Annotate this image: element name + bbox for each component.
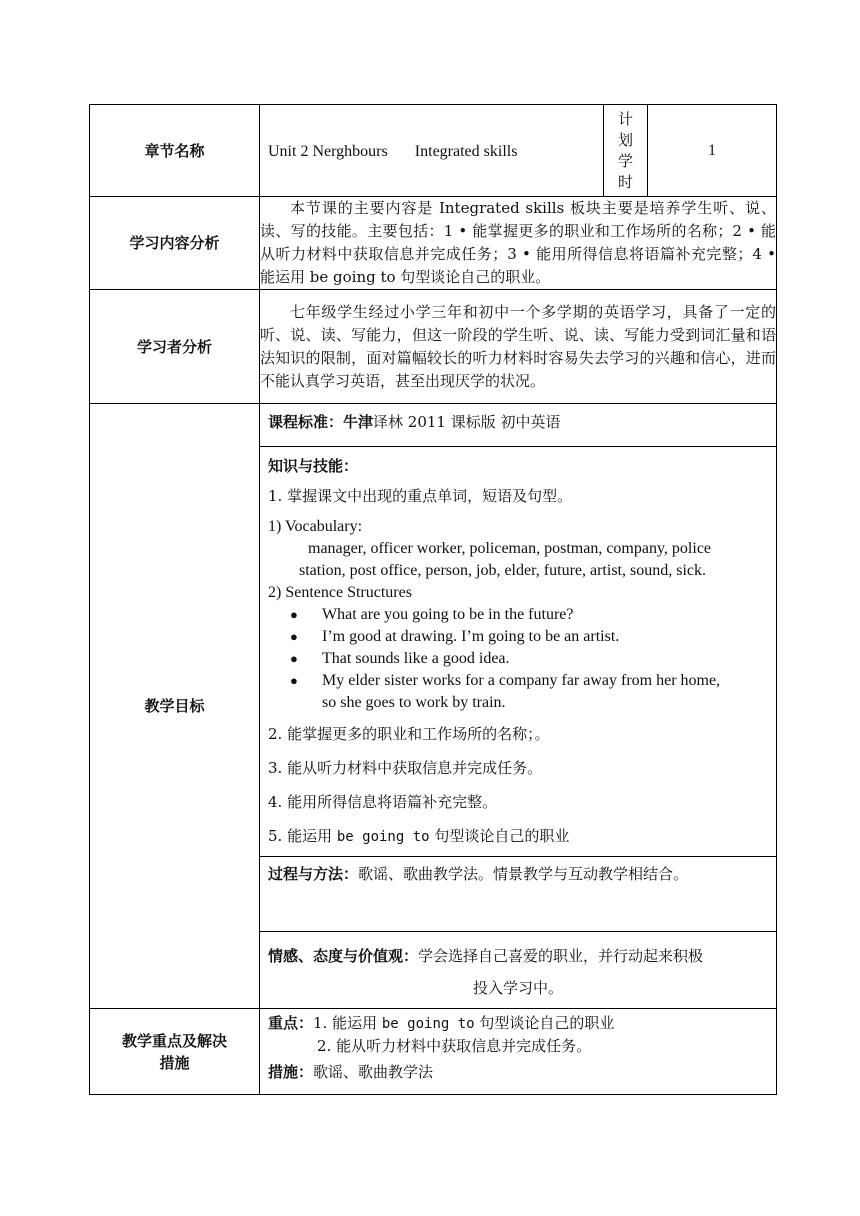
course-standard-label: 课程标准：: [268, 413, 344, 431]
learner-analysis-text: 七年级学生经过小学三年和初中一个多学期的英语学习，具备了一定的听、说、读、写能力，但这一阶段的学生听、说、读、写能力受到词汇量和语法知识的限制，面对篇幅较长的听力材料时容易失去学习的兴趣和信心，进而不能认真学习英语，甚至出现厌学的状况。: [260, 290, 777, 404]
vocab-line: station, post office, person, job, elder, future, artist, sound, sick.: [299, 562, 706, 579]
bullet-dot-icon: ●: [290, 651, 298, 666]
planned-hours-label: [604, 105, 648, 197]
chapter-row: [90, 105, 777, 197]
objectives-label: 教学目标: [90, 404, 260, 1009]
goal-item-4: 4. 能用所得信息将语篇补充完整。: [268, 793, 498, 811]
sentence-bullet-continued: so she goes to work by train.: [322, 694, 506, 711]
sentence-bullet: ● My elder sister works for a company far away from her home,: [268, 670, 768, 692]
lesson-plan-table: [89, 104, 777, 1095]
hours-char: 时: [617, 172, 633, 191]
measure-text: 歌谣、歌曲教学法: [313, 1063, 434, 1081]
knowledge-skills: [260, 447, 776, 857]
sentence-heading: 2) Sentence Structures: [268, 584, 412, 601]
process-methods: [260, 857, 776, 932]
key-points-label: 教学重点及解决 措施: [90, 1009, 260, 1095]
bullet-dot-icon: ●: [290, 629, 298, 644]
chapter-title-cell: [260, 105, 604, 197]
measure-label: 措施：: [268, 1063, 314, 1081]
key-label: 重点：: [268, 1014, 314, 1032]
content-analysis-label: 学习内容分析: [90, 197, 260, 290]
bullet-dot-icon: ●: [290, 673, 298, 688]
learner-analysis-label: 学习者分析: [90, 290, 260, 404]
bullet-dot-icon: ●: [290, 607, 298, 622]
hours-char: 划: [617, 130, 633, 149]
course-standard-bold: 牛津: [343, 413, 374, 431]
emotion-values: [260, 932, 776, 1008]
measures: [268, 1061, 768, 1083]
hours-char: 学: [617, 151, 633, 170]
sentence-bullet: ● I’m good at drawing. I’m going to be an artist.: [268, 626, 768, 648]
key-points-cell: [260, 1009, 777, 1095]
goal-item-1: 1. 掌握课文中出现的重点单词，短语及句型。: [268, 487, 573, 505]
planned-hours-value: 1: [648, 105, 777, 197]
course-standard: [260, 404, 776, 447]
objectives-cell: [260, 404, 777, 1009]
knowledge-label: 知识与技能：: [268, 457, 359, 475]
goal-item-3: 3. 能从听力材料中获取信息并完成任务。: [268, 759, 543, 777]
content-analysis-row: [90, 197, 777, 290]
learner-analysis-row: [90, 290, 777, 404]
key-point-1: 重点：1. 能运用 be going to 句型谈论自己的职业: [268, 1014, 615, 1032]
course-standard-text: 译林 2011 课标版 初中英语: [373, 413, 561, 431]
emotion-text-continued: 投入学习中。: [472, 979, 563, 997]
process-text: 歌谣、歌曲教学法。情景教学与互动教学相结合。: [358, 865, 689, 883]
chapter-skills: Integrated skills: [414, 142, 518, 160]
chapter-title: Unit 2 Nerghbours: [268, 142, 388, 160]
chapter-label: 章节名称: [90, 105, 260, 197]
key-points-row: [90, 1009, 777, 1095]
content-analysis-text: 本节课的主要内容是 Integrated skills 板块主要是培养学生听、说、读、写的技能。主要包括：1 • 能掌握更多的职业和工作场所的名称；2 • 能从听力材料中获取信息并完成任务；3 • 能用所得信息将语篇补充完整；4 • 能运用 be going to 句型谈论自己的职业。: [260, 197, 777, 290]
sentence-bullet: ● That sounds like a good idea.: [268, 648, 768, 670]
key-point-2: 2. 能从听力材料中获取信息并完成任务。: [317, 1037, 592, 1055]
vocab-heading: 1) Vocabulary:: [268, 518, 363, 535]
vocab-line: manager, officer worker, policeman, postman, company, police: [308, 540, 712, 557]
emotion-label: 情感、态度与价值观：: [268, 947, 419, 965]
goal-item-2: 2. 能掌握更多的职业和工作场所的名称；。: [268, 725, 550, 743]
emotion-text: 学会选择自己喜爱的职业，并行动起来积极: [418, 947, 704, 965]
goal-item-5: 5. 能运用 be going to 句型谈论自己的职业: [268, 827, 570, 845]
process-label: 过程与方法：: [268, 865, 359, 883]
objectives-row: [90, 404, 777, 1009]
sentence-bullet: ● What are you going to be in the future?: [268, 604, 768, 626]
hours-char: 计: [617, 109, 633, 128]
